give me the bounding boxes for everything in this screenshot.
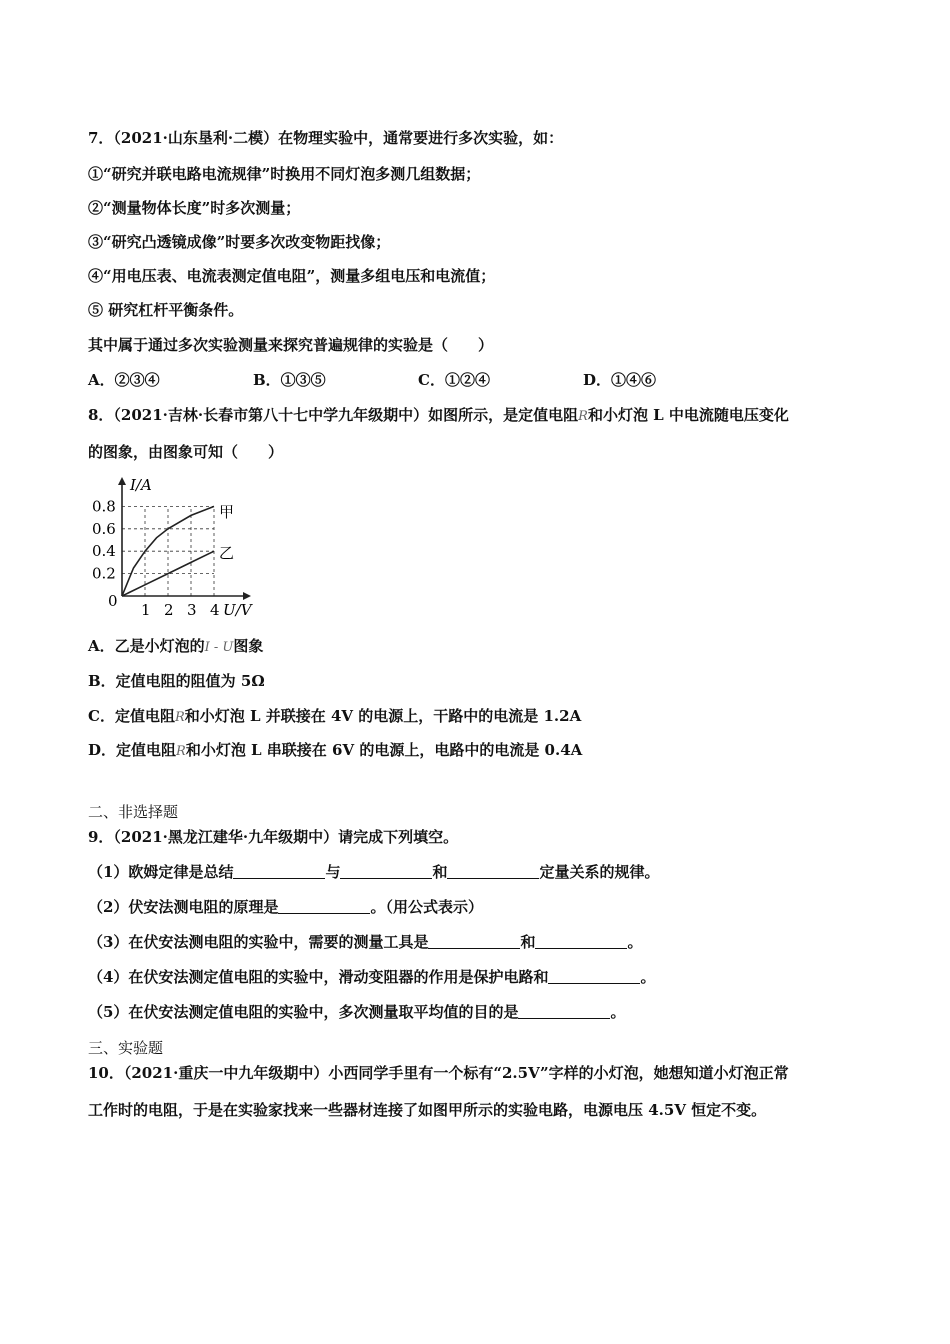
q9-p1-blank-1[interactable]: [233, 864, 325, 879]
q7-item-4: ④“用电压表、电流表测定值电阻”，测量多组电压和电流值；: [88, 267, 496, 285]
q9-p4-text-a: （4）在伏安法测定值电阻的实验中，滑动变阻器的作用是保护电路和: [88, 968, 549, 986]
q9-p1-text-c: 和: [432, 863, 448, 881]
section-3-heading: 三、实验题: [88, 1039, 164, 1057]
x-tick-label: 2: [164, 601, 174, 619]
q10-line-2: 工作时的电阻，于是在实验家找来一些器材连接了如图甲所示的实验电路，电源电压 4.5V 恒定不变。: [88, 1101, 767, 1119]
y-tick-label: 0.2: [92, 564, 116, 583]
q9-p1-blank-2[interactable]: [340, 864, 432, 879]
x-axis-label: U/V: [223, 601, 252, 619]
q7-item-3: ③“研究凸透镜成像”时要多次改变物距找像；: [88, 233, 391, 251]
q8-option-a: [88, 636, 263, 658]
q9-part-4: [88, 967, 655, 987]
q8-option-d-text: D．定值电阻: [88, 741, 177, 759]
q9-p5-text-a: （5）在伏安法测定值电阻的实验中，多次测量取平均值的目的是: [88, 1003, 519, 1021]
q8-option-d: [88, 740, 582, 762]
q9-p5-blank[interactable]: [518, 1004, 610, 1019]
curve-jia-label: 甲: [219, 503, 235, 521]
x-tick-label: 4: [210, 601, 220, 619]
q9-p3-text-a: （3）在伏安法测电阻的实验中，需要的测量工具是: [88, 933, 429, 951]
q7-option-a: A．②③④: [88, 371, 160, 389]
q9-p3-blank-2[interactable]: [535, 934, 627, 949]
x-tick-label: 1: [141, 601, 151, 619]
q7-option-c: C．①②④: [418, 371, 490, 389]
q8-stem-a: 8．（2021·吉林·长春市第八十七中学九年级期中）如图所示，是定值电阻: [88, 406, 579, 424]
q8-option-c-text: C．定值电阻: [88, 707, 175, 725]
q7-question: 其中属于通过多次实验测量来探究普遍规律的实验是（ ）: [88, 336, 494, 354]
q8-option-d-r-symbol: R: [176, 744, 186, 759]
axes: [118, 477, 251, 600]
q7-item-2: ②“测量物体长度”时多次测量；: [88, 199, 301, 217]
q8-option-a-symbol: I - U: [204, 640, 234, 655]
q9-p4-blank[interactable]: [548, 969, 640, 984]
q7-option-d: D．①④⑥: [583, 371, 657, 389]
q9-stem: 9．（2021·黑龙江建华·九年级期中）请完成下列填空。: [88, 828, 459, 846]
q7-stem: 7．（2021·山东垦利·二模）在物理实验中，通常要进行多次实验，如：: [88, 129, 564, 147]
q9-p2-blank[interactable]: [278, 899, 370, 914]
q9-p3-text-c: 。: [627, 933, 643, 951]
q8-stem-b: 和小灯泡 L 中电流随电压变化: [587, 406, 789, 424]
q9-part-1: [88, 862, 660, 882]
q9-p2-text-b: 。（用公式表示）: [370, 898, 483, 916]
q9-part-3: [88, 932, 642, 952]
q9-p4-text-b: 。: [640, 968, 656, 986]
x-axis-arrow: [243, 592, 251, 600]
q9-part-2: [88, 897, 483, 917]
section-2-heading: 二、非选择题: [88, 803, 179, 821]
iu-graph: [88, 470, 258, 620]
q7-item-1: ①“研究并联电路电流规律”时换用不同灯泡多测几组数据；: [88, 165, 481, 183]
q9-p1-text-d: 定量关系的规律。: [539, 863, 660, 881]
x-tick-label: 3: [187, 601, 197, 619]
q10-line-1: 10．（2021·重庆一中九年级期中）小西同学手里有一个标有“2.5V”字样的小灯泡，她想知道小灯泡正常: [88, 1064, 789, 1082]
q9-p1-blank-3[interactable]: [447, 864, 539, 879]
curve-yi-label: 乙: [219, 544, 235, 562]
q9-part-5: [88, 1002, 625, 1022]
q7-item-5: ⑤ 研究杠杆平衡条件。: [88, 301, 244, 319]
q8-option-d-tail: 和小灯泡 L 串联接在 6V 的电源上，电路中的电流是 0.4A: [185, 741, 583, 759]
q9-p1-text-a: （1）欧姆定律是总结: [88, 863, 234, 881]
q8-option-b: B．定值电阻的阻值为 5Ω: [88, 672, 265, 690]
y-tick-label: 0.8: [92, 497, 116, 516]
q8-option-c: [88, 706, 581, 728]
q8-option-c-r-symbol: R: [174, 710, 185, 725]
q9-p2-text-a: （2）伏安法测电阻的原理是: [88, 898, 279, 916]
grid-lines: [122, 506, 214, 596]
q8-option-a-text: A．乙是小灯泡的: [88, 637, 205, 655]
q8-option-a-tail: 图象: [233, 637, 264, 655]
q8-stem-line1: [88, 405, 789, 427]
q8-stem-r-symbol: R: [578, 409, 588, 424]
q8-stem-line2: 的图象，由图象可知（ ）: [88, 443, 284, 461]
q9-p3-text-b: 和: [520, 933, 536, 951]
y-axis-label: I/A: [130, 476, 152, 494]
origin-label: 0: [108, 592, 118, 610]
y-tick-label: 0.4: [92, 542, 116, 561]
y-tick-label: 0.6: [92, 519, 116, 538]
q9-p3-blank-1[interactable]: [428, 934, 520, 949]
q7-option-b: B．①③⑤: [253, 371, 326, 389]
q9-p1-text-b: 与: [325, 863, 341, 881]
q8-option-c-tail: 和小灯泡 L 并联接在 4V 的电源上，干路中的电流是 1.2A: [184, 707, 582, 725]
q9-p5-text-b: 。: [610, 1003, 626, 1021]
y-axis-arrow: [118, 477, 126, 485]
